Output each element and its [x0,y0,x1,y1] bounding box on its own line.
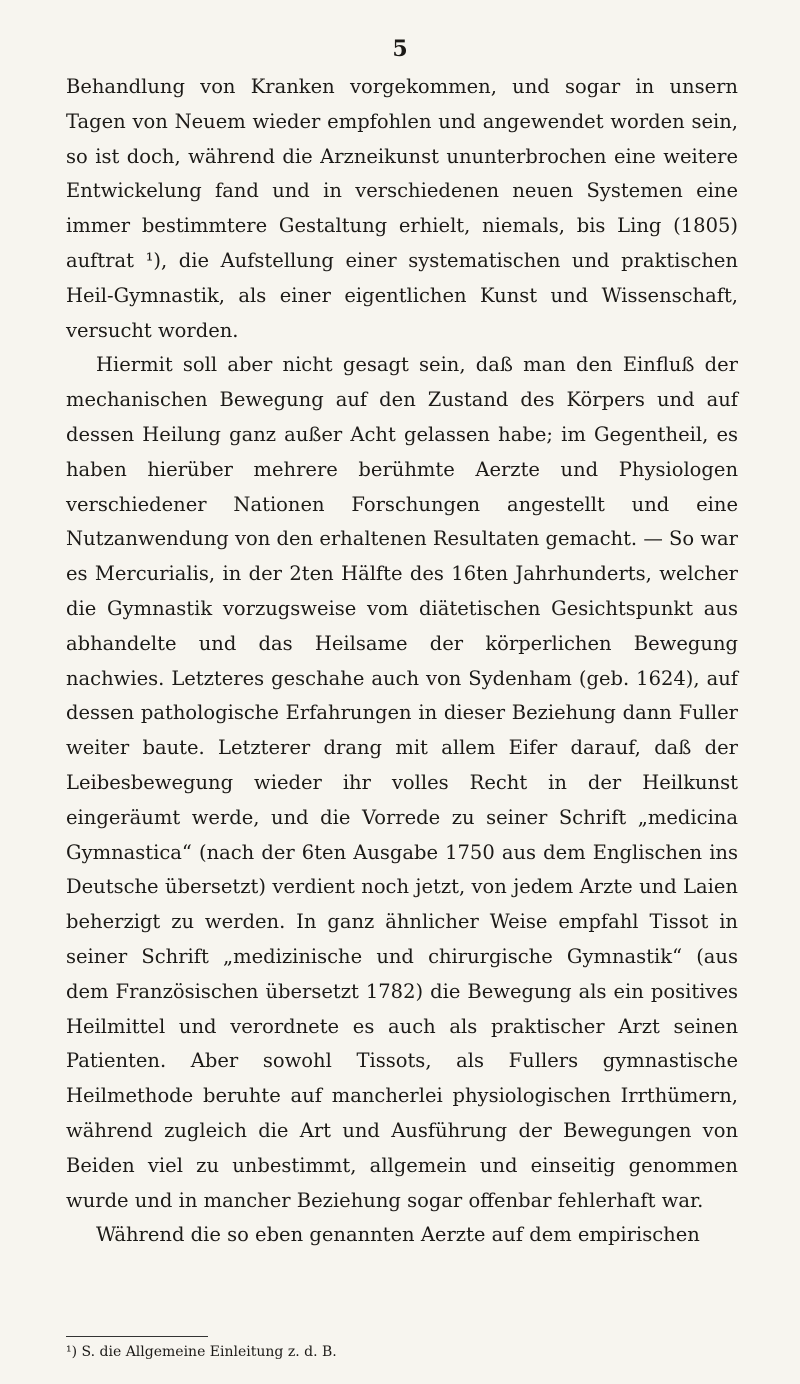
paragraph: Behandlung von Kranken vorgekommen, und sogar in unsern Tagen von Neuem wieder empfohlen und angewendet worden sein, so ist doch, während die Arzneikunst ununterbrochen eine weitere Entwickelung fand und in verschiedenen neuen Systemen eine immer bestimmtere Gestaltung erhielt, niemals, bis Ling (1805) auftrat ¹), die Aufstellung einer systematischen und praktischen Heil-Gymnastik, als einer eigentlichen Kunst und Wissenschaft, versucht worden. [66,75,738,342]
body-text [66,70,738,1253]
paragraph: Hiermit soll aber nicht gesagt sein, daß man den Einfluß der mechanischen Bewegung auf den Zustand des Körpers und auf dessen Heilung ganz außer Acht gelassen habe; im Gegentheil, es haben hierüber mehrere berühmte Aerzte und Physiologen verschiedener Nationen Forschungen angestellt und eine Nutzanwendung von den erhaltenen Resultaten gemacht. — So war es Mercurialis, in der 2ten Hälfte des 16ten Jahrhunderts, welcher die Gymnastik vorzugsweise vom diätetischen Gesichtspunkt aus abhandelte und das Heilsame der körperlichen Bewegung nachwies. Letzteres geschahe auch von Sydenham (geb. 1624), auf dessen pathologische Erfahrungen in dieser Beziehung dann Fuller weiter baute. Letzterer drang mit allem Eifer darauf, daß der Leibesbewegung wieder ihr volles Recht in der Heilkunst eingeräumt werde, und die Vorrede zu seiner Schrift „medicina Gymnastica“ (nach der 6ten Ausgabe 1750 aus dem Englischen ins Deutsche übersetzt) verdient noch jetzt, von jedem Arzte und Laien beherzigt zu werden. In ganz ähnlicher Weise empfahl Tissot in seiner Schrift „medizinische und chirurgische Gymnastik“ (aus dem Französischen übersetzt 1782) die Bewegung als ein positives Heilmittel und verordnete es auch als praktischer Arzt seinen Patienten. Aber sowohl Tissots, als Fullers gymnastische Heilmethode beruhte auf mancherlei physiologischen Irrthümern, während zugleich die Art und Ausführung der Bewegungen von Beiden viel zu unbestimmt, allgemein und einseitig genommen wurde und in mancher Beziehung sogar offenbar fehlerhaft war. [66,353,738,1212]
page-number: 5 [392,36,408,62]
footnote [66,1342,738,1362]
footnote-marker: ¹) [66,1344,78,1360]
paragraph: Während die so eben genannten Aerzte auf dem empirischen [96,1223,700,1247]
footnote-divider [66,1336,208,1337]
footnote-text: S. die Allgemeine Einleitung z. d. B. [81,1344,337,1360]
